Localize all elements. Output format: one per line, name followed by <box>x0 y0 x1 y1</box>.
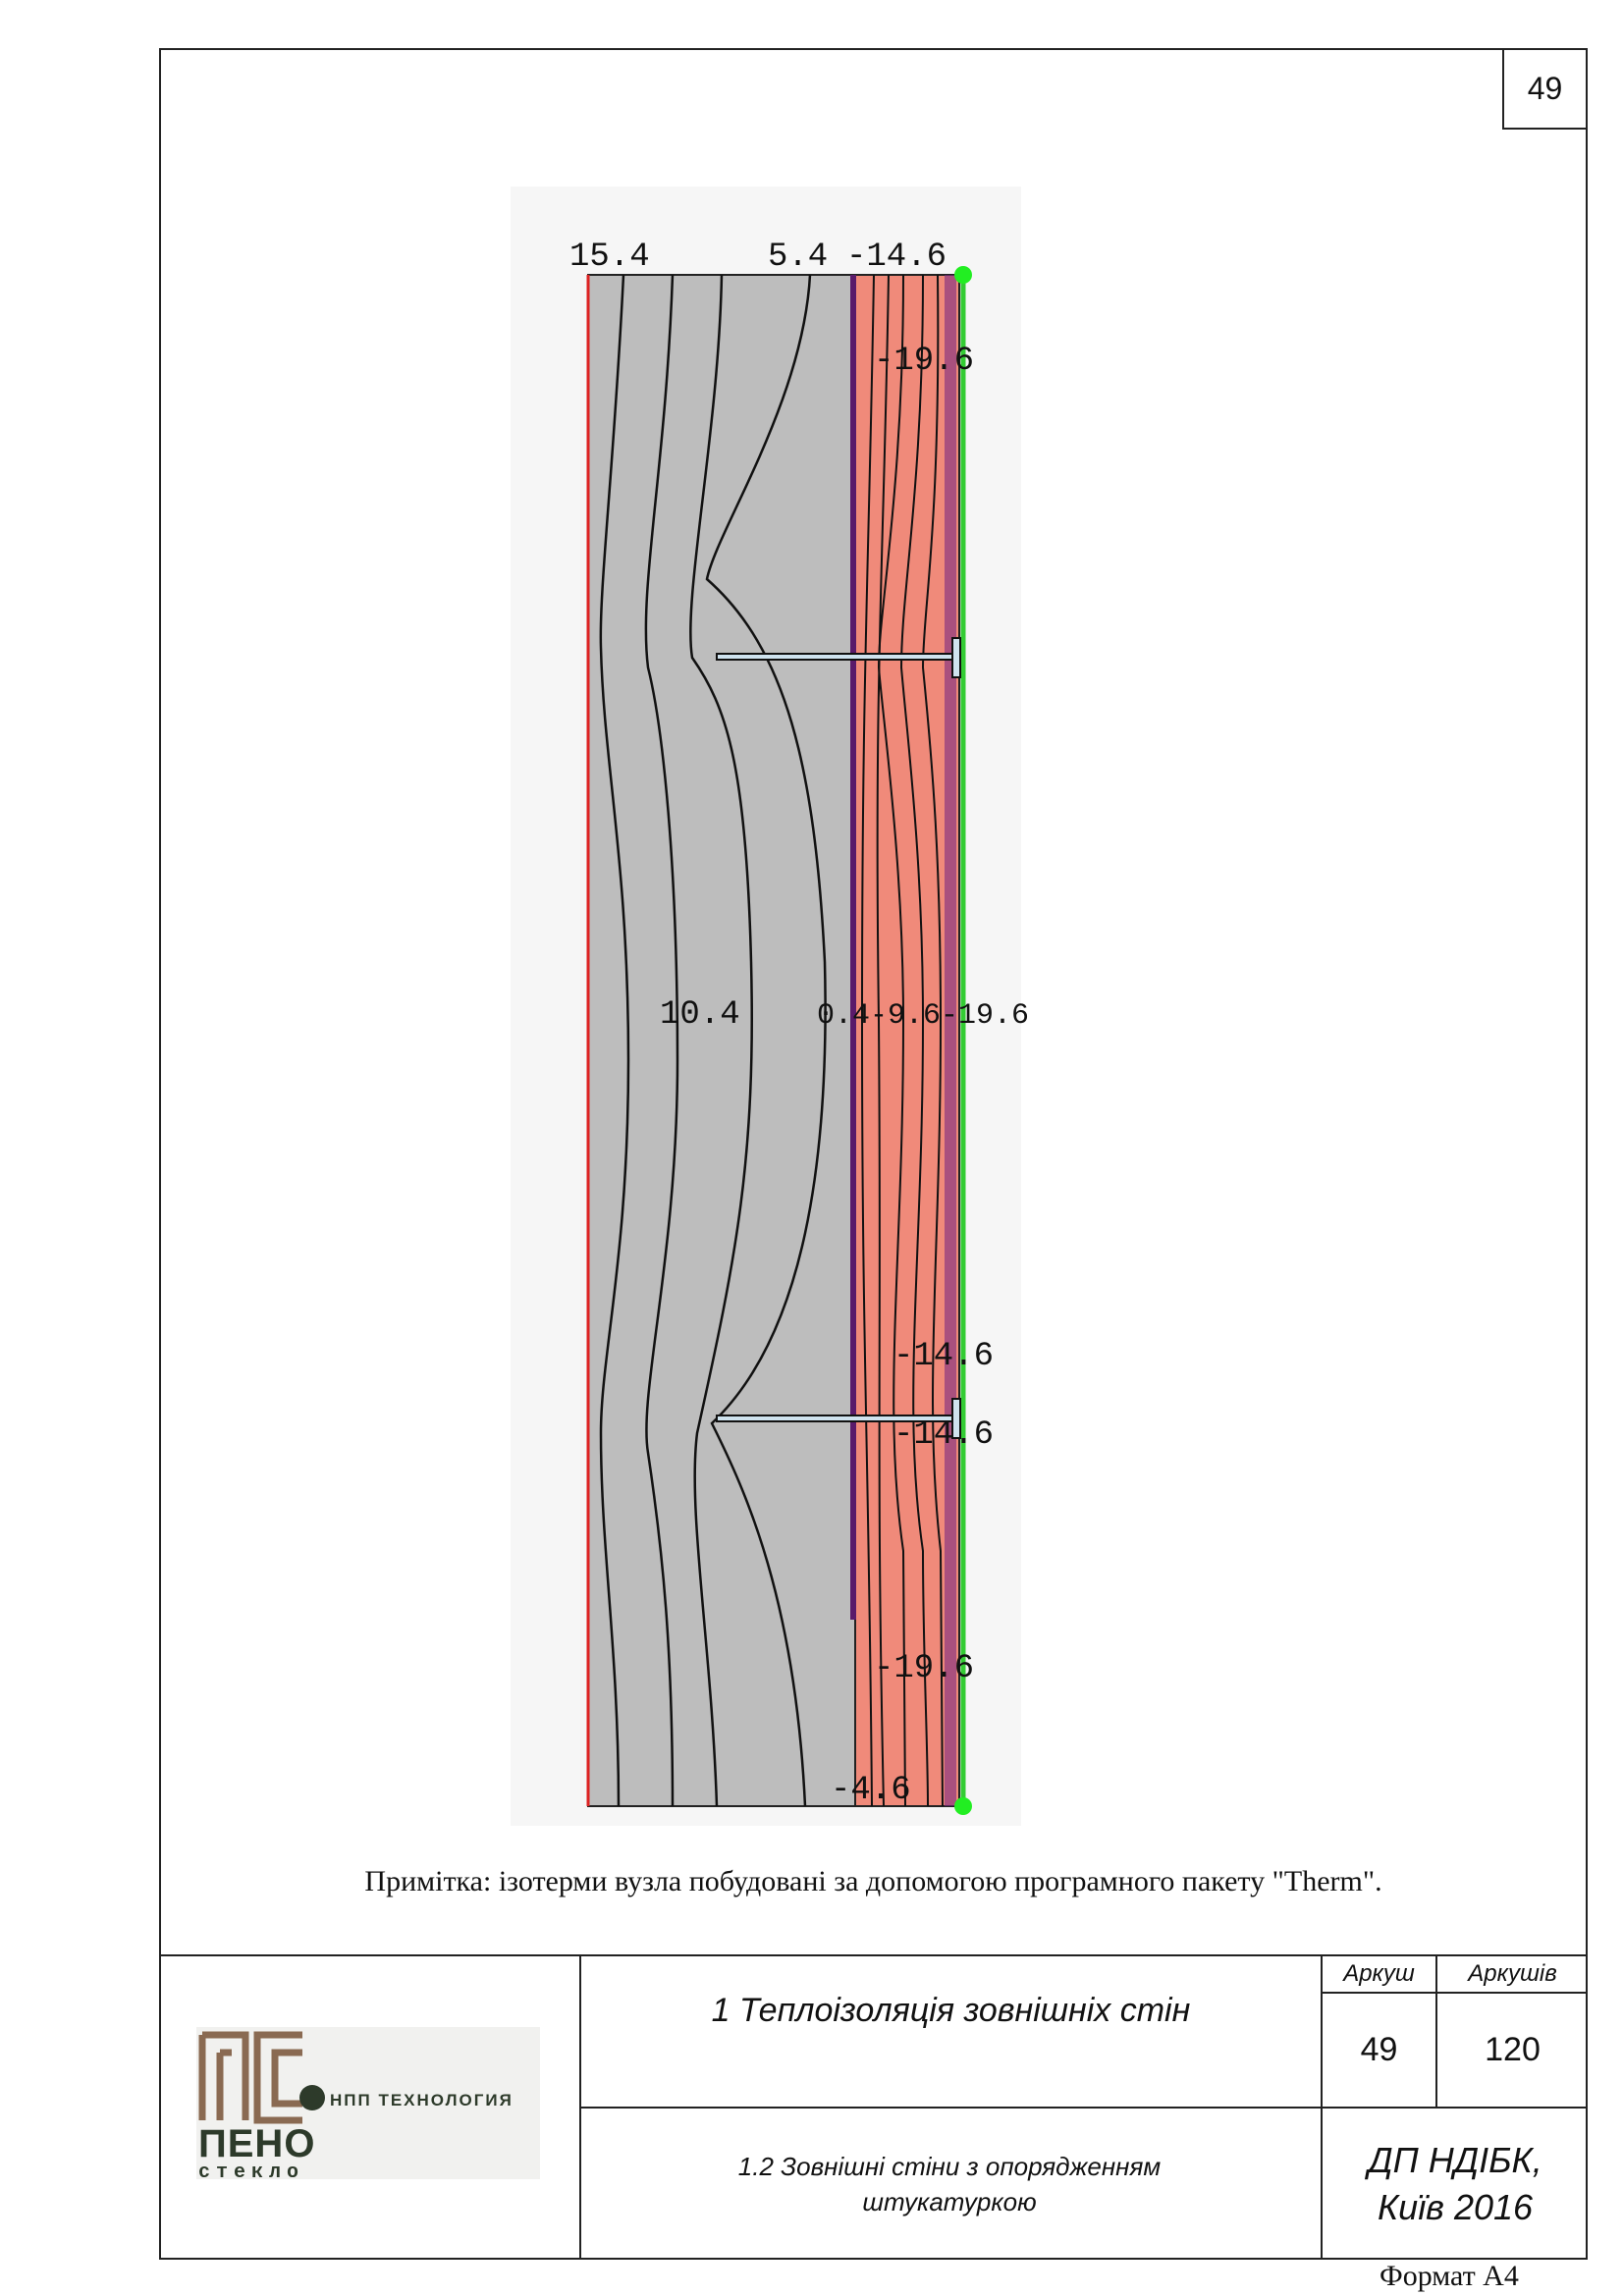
label-lower-c: -19.6 <box>874 1650 975 1687</box>
svg-text:ПЕНО: ПЕНО <box>198 2122 316 2165</box>
format-label: Формат А4 <box>1380 2260 1519 2292</box>
label-bottom: -4.6 <box>831 1772 911 1809</box>
label-top-left: 15.4 <box>569 239 650 276</box>
label-center-overlap: 0.4-9.6-19.6 <box>817 999 1030 1033</box>
isotherm-drawing <box>491 177 1041 1836</box>
section-title: 1 Теплоізоляція зовнішніх стін <box>711 1991 1191 2029</box>
sheet-header: Аркуш <box>1343 1960 1415 1987</box>
boundary-point-top <box>954 266 972 284</box>
organization: ДП НДІБК, Київ 2016 <box>1368 2140 1542 2227</box>
label-center-left: 10.4 <box>660 996 740 1034</box>
sheets-value: 120 <box>1485 2031 1541 2068</box>
label-top-right: -14.6 <box>846 239 947 276</box>
label-top-mid: 5.4 <box>768 239 829 276</box>
label-upper-right: -19.6 <box>874 343 975 380</box>
sheets-header: Аркушів <box>1468 1960 1557 1987</box>
subsection-title: 1.2 Зовнішні стіни з опорядженням штукатуркою <box>737 2152 1162 2216</box>
svg-text:стекло: стекло <box>198 2162 305 2179</box>
sheet-value: 49 <box>1360 2031 1398 2068</box>
svg-text:НПП ТЕХНОЛОГИЯ: НПП ТЕХНОЛОГИЯ <box>330 2091 514 2109</box>
boundary-point-bottom <box>954 1797 972 1815</box>
note-text: Примітка: ізотерми вузла побудовані за допомогою програмного пакету "Therm". <box>364 1865 1382 1897</box>
page-number: 49 <box>1502 48 1588 130</box>
label-lower-b: -14.6 <box>893 1416 995 1454</box>
label-lower-a: -14.6 <box>893 1338 995 1375</box>
anchor-upper <box>717 654 960 660</box>
insulation-layer <box>855 275 959 1806</box>
ps-peno-steklo-logo <box>196 2027 540 2179</box>
render-layer <box>945 275 956 1806</box>
